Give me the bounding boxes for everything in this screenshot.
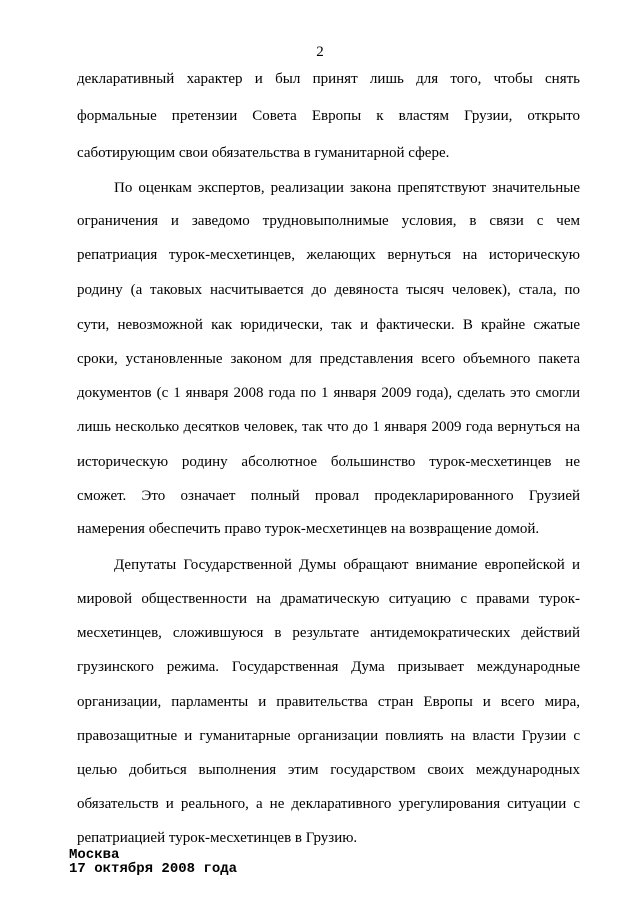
signature-city: Москва [69, 847, 120, 863]
page-number: 2 [316, 44, 324, 60]
text-line: намерения обеспечить право турок-месхетинцев на возвращение домой. [77, 521, 540, 537]
text-line: историческую родину абсолютное большинство турок-месхетинцев не [77, 454, 580, 470]
text-line: саботирующим свои обязательства в гуманитарной сфере. [77, 145, 450, 161]
text-line: правозащитные и гуманитарные организации повлиять на власти Грузии с [77, 728, 580, 744]
text-line: репатриация турок-месхетинцев, желающих вернуться на историческую [77, 247, 580, 263]
text-line: мировой общественности на драматическую ситуацию с правами турок- [77, 591, 580, 607]
text-line: репатриацией турок-месхетинцев в Грузию. [77, 830, 358, 846]
text-line: формальные претензии Совета Европы к властям Грузии, открыто [77, 108, 580, 124]
text-line: Депутаты Государственной Думы обращают внимание европейской и [114, 557, 580, 573]
text-line: ограничения и заведомо трудновыполнимые условия, в связи с чем [77, 213, 580, 229]
text-line: родину (а таковых насчитывается до девяноста тысяч человек), стала, по [77, 282, 580, 298]
text-line: сроки, установленные законом для представления всего объемного пакета [77, 351, 580, 367]
signature-date: 17 октября 2008 года [69, 861, 238, 877]
text-line: грузинского режима. Государственная Дума призывает международные [77, 659, 580, 675]
text-line: сможет. Это означает полный провал продекларированного Грузией [77, 488, 580, 504]
text-line: декларативный характер и был принят лишь для того, чтобы снять [77, 71, 580, 87]
text-line: документов (с 1 января 2008 года по 1 января 2009 года), сделать это смогли [77, 385, 580, 401]
text-line: целью добиться выполнения этим государством своих международных [77, 762, 580, 778]
text-line: месхетинцев, сложившуюся в результате антидемократических действий [77, 625, 580, 641]
text-line: По оценкам экспертов, реализации закона препятствуют значительные [114, 180, 580, 196]
text-line: сути, невозможной как юридически, так и фактически. В крайне сжатые [77, 317, 580, 333]
text-line: организации, парламенты и правительства стран Европы и всего мира, [77, 694, 580, 710]
text-line: лишь несколько десятков человек, так что до 1 января 2009 года вернуться на [77, 419, 580, 435]
text-line: обязательств и реального, а не декларативного урегулирования ситуации с [77, 796, 580, 812]
